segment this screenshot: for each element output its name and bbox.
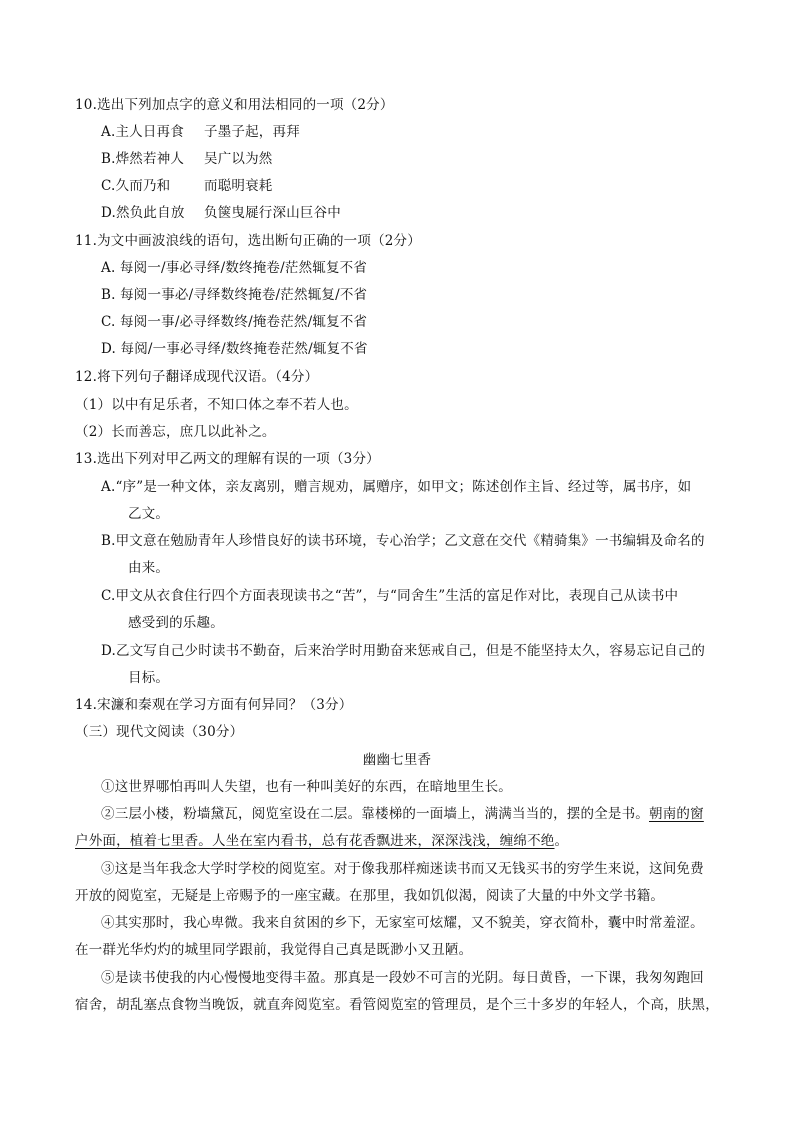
q14-stem: 14.宋濂和秦观在学习方面有何异同？（3分） xyxy=(75,697,353,713)
q12-item-2: （2）长而善忘，庶几以此补之。 xyxy=(75,424,276,440)
q13-option-d-line2: 目标。 xyxy=(128,670,170,686)
paragraph-2-end: 。 xyxy=(554,833,569,849)
q13-option-b-line1: B.甲文意在勉励青年人珍惜良好的读书环境，专心治学；乙文意在交代《精骑集》一书编辑及命名的 xyxy=(101,533,705,549)
q13-option-c-line1: C.甲文从衣食住行四个方面表现读书之“苦”，与“同舍生”生活的富足作对比，表现自己从读书中 xyxy=(101,588,679,604)
q11-option-c: C. 每阅一事/必寻绎数终/掩卷茫然/辄复不省 xyxy=(101,314,368,330)
article-paragraph-1: ①这世界哪怕再叫人失望，也有一种叫美好的东西，在暗地里生长。 xyxy=(101,779,512,795)
q10-option-a-left: A.主人日再食 xyxy=(101,124,184,140)
q10-option-d-right: 负箧曳屣行深山巨谷中 xyxy=(204,205,341,221)
article-paragraph-3-line1: ③这是当年我念大学时学校的阅览室。对于像我那样痴迷读书而又无钱买书的穷学生来说，这间免费 xyxy=(101,861,704,877)
paragraph-2-text: ②三层小楼，粉墙黛瓦，阅览室设在二层。靠楼梯的一面墙上，满满当当的，摆的全是书。 xyxy=(101,806,649,822)
q13-stem: 13.选出下列对甲乙两文的理解有误的一项（3分） xyxy=(75,451,380,467)
article-paragraph-5-line2: 宿舍，胡乱塞点食物当晚饭，就直奔阅览室。看管阅览室的管理员，是个三十多岁的年轻人，个高，肤黑， xyxy=(75,997,719,1013)
underlined-sentence-part1: 朝南的窗 xyxy=(649,806,704,822)
q12-stem: 12.将下列句子翻译成现代汉语。（4分） xyxy=(75,369,319,385)
q10-option-b-right: 吴广以为然 xyxy=(204,151,273,167)
article-paragraph-4-line1: ④其实那时，我心卑微。我来自贫困的乡下，无家室可炫耀，又不貌美，穿衣简朴，囊中时常羞涩。 xyxy=(101,915,704,931)
q10-stem: 10.选出下列加点字的意义和用法相同的一项（2分） xyxy=(75,97,394,113)
article-paragraph-4-line2: 在一群光华灼灼的城里同学跟前，我觉得自己真是既渺小又丑陋。 xyxy=(75,942,473,958)
underlined-sentence-part2: 户外面，植着七里香。人坐在室内看书，总有花香飘进来，深深浅浅，缠绵不绝 xyxy=(75,833,555,849)
q11-stem: 11.为文中画波浪线的语句，选出断句正确的一项（2分） xyxy=(75,233,421,249)
q12-item-1: （1）以中有足乐者，不知口体之奉不若人也。 xyxy=(75,397,358,413)
q11-option-b: B. 每阅一事必/寻绎数终掩卷/茫然辄复/不省 xyxy=(101,287,368,303)
section-heading: （三）现代文阅读（30分） xyxy=(75,724,244,740)
q13-option-a-line1: A.“序”是一种文体，亲友离别，赠言规劝，属赠序，如甲文；陈述创作主旨、经过等，属书序，如 xyxy=(101,479,692,495)
article-paragraph-2-line2 xyxy=(75,832,568,850)
q10-option-d-left: D.然负此自放 xyxy=(101,205,185,221)
article-paragraph-2-line1 xyxy=(101,805,704,823)
q10-option-c-left: C.久而乃和 xyxy=(101,178,171,194)
q10-option-c-right: 而聪明衰耗 xyxy=(204,178,273,194)
q13-option-a-line2: 乙文。 xyxy=(128,506,170,522)
q10-option-a-right: 子墨子起，再拜 xyxy=(204,124,300,140)
q11-option-a: A. 每阅一/事必寻绎/数终掩卷/茫然辄复不省 xyxy=(101,260,368,276)
q13-option-d-line1: D.乙文写自己少时读书不勤奋，后来治学时用勤奋来惩戒自己，但是不能坚持太久，容易忘记自己的 xyxy=(101,643,706,659)
article-paragraph-3-line2: 开放的阅览室，无疑是上帝赐予的一座宝藏。在那里，我如饥似渴，阅读了大量的中外文学书籍。 xyxy=(75,888,665,904)
q10-option-b-left: B.烨然若神人 xyxy=(101,151,185,167)
q13-option-c-line2: 感受到的乐趣。 xyxy=(128,615,224,631)
article-paragraph-5-line1: ⑤是读书使我的内心慢慢地变得丰盈。那真是一段妙不可言的光阴。每日黄昏，一下课，我匆匆跑回 xyxy=(101,970,704,986)
q13-option-b-line2: 由来。 xyxy=(128,560,170,576)
article-title: 幽幽七里香 xyxy=(362,752,432,768)
q11-option-d: D. 每阅/一事必寻绎/数终掩卷茫然/辄复不省 xyxy=(101,341,368,357)
